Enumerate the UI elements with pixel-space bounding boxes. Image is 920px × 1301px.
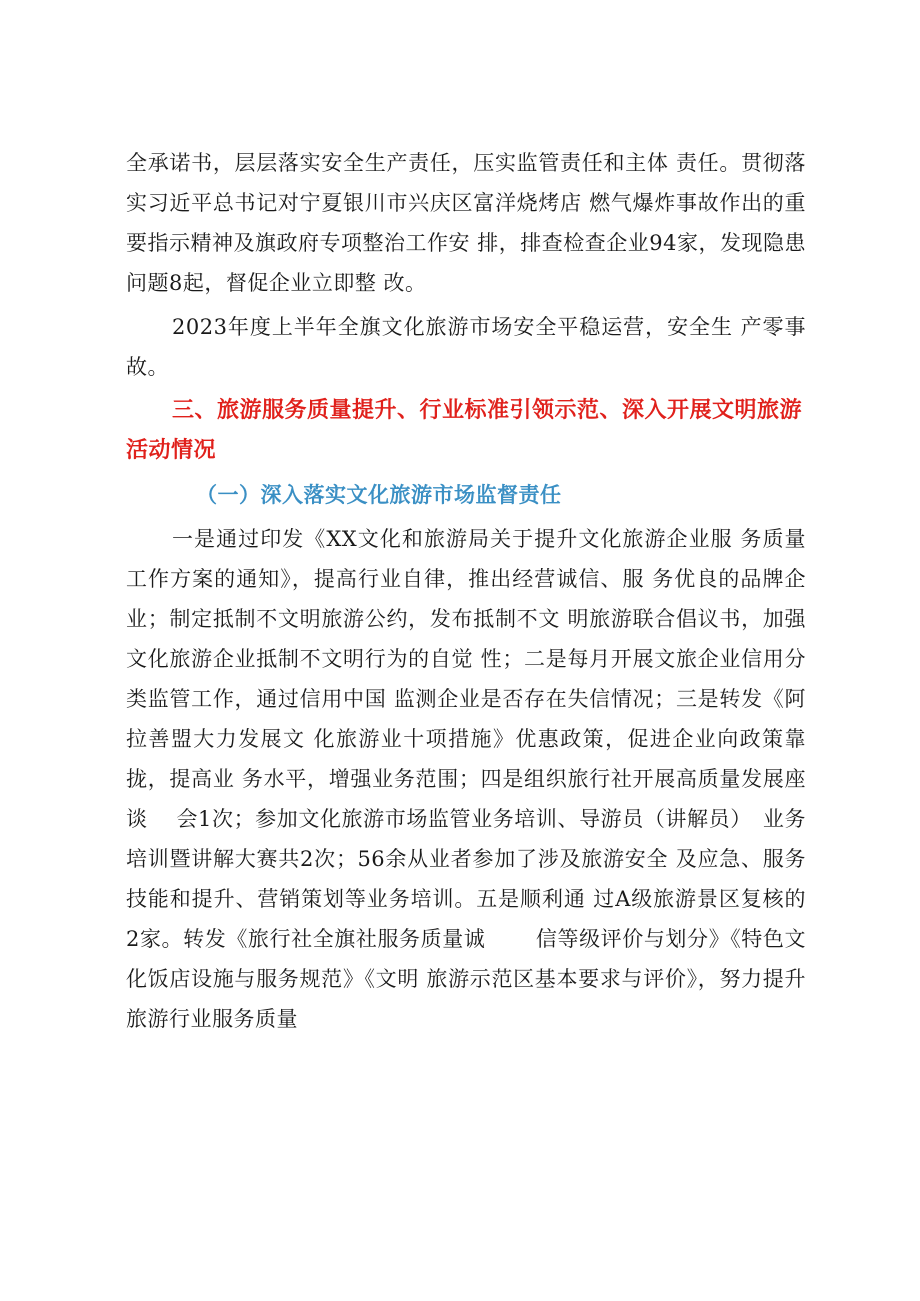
subsection-heading-one: （一）深入落实文化旅游市场监督责任: [196, 482, 562, 507]
paragraph-safety-summary: 2023年度上半年全旗文化旅游市场安全平稳运营，安全生 产零事故。: [126, 315, 806, 379]
paragraph-service-quality-measures: 一是通过印发《XX文化和旅游局关于提升文化旅游企业服 务质量工作方案的通知》，提高行业自律，推出经营诚信、服 务优良的品牌企业；制定抵制不文明旅游公约，发布抵制不文 明旅游联合倡议书，加强文化旅游企业抵制不文明行为的自觉 性；二是每月开展文旅企业信用分类监管工作，通过信用中国 监测企业是否存在失信情况；三是转发《阿拉善盟大力发展文 化旅游业十项措施》优惠政策，促进企业向政策靠拢，提高业 务水平，增强业务范围；四是组织旅行社开展高质量发展座谈 会1次；参加文化旅游市场监管业务培训、导游员（讲解员） 业务培训暨讲解大赛共2次；56余从业者参加了涉及旅游安全 及应急、服务技能和提升、营销策划等业务培训。五是顺利通 过A级旅游景区复核的2家。转发《旅行社全旗社服务质量诚 信等级评价与划分》《特色文化饭店设施与服务规范》《文明 旅游示范区基本要求与评价》，努力提升旅游行业服务质量: [126, 527, 806, 1031]
section-heading-three: 三、旅游服务质量提升、行业标准引领示范、深入开展文明旅游活动情况: [126, 398, 803, 463]
paragraph-safety-responsibility: 全承诺书，层层落实安全生产责任，压实监管责任和主体 责任。贯彻落实习近平总书记对宁夏银川市兴庆区富洋烧烤店 燃气爆炸事故作出的重要指示精神及旗政府专项整治工作安 排，排查检查企业94家，发现隐患问题8起，督促企业立即整 改。: [126, 151, 806, 295]
document-body: [126, 143, 806, 1039]
